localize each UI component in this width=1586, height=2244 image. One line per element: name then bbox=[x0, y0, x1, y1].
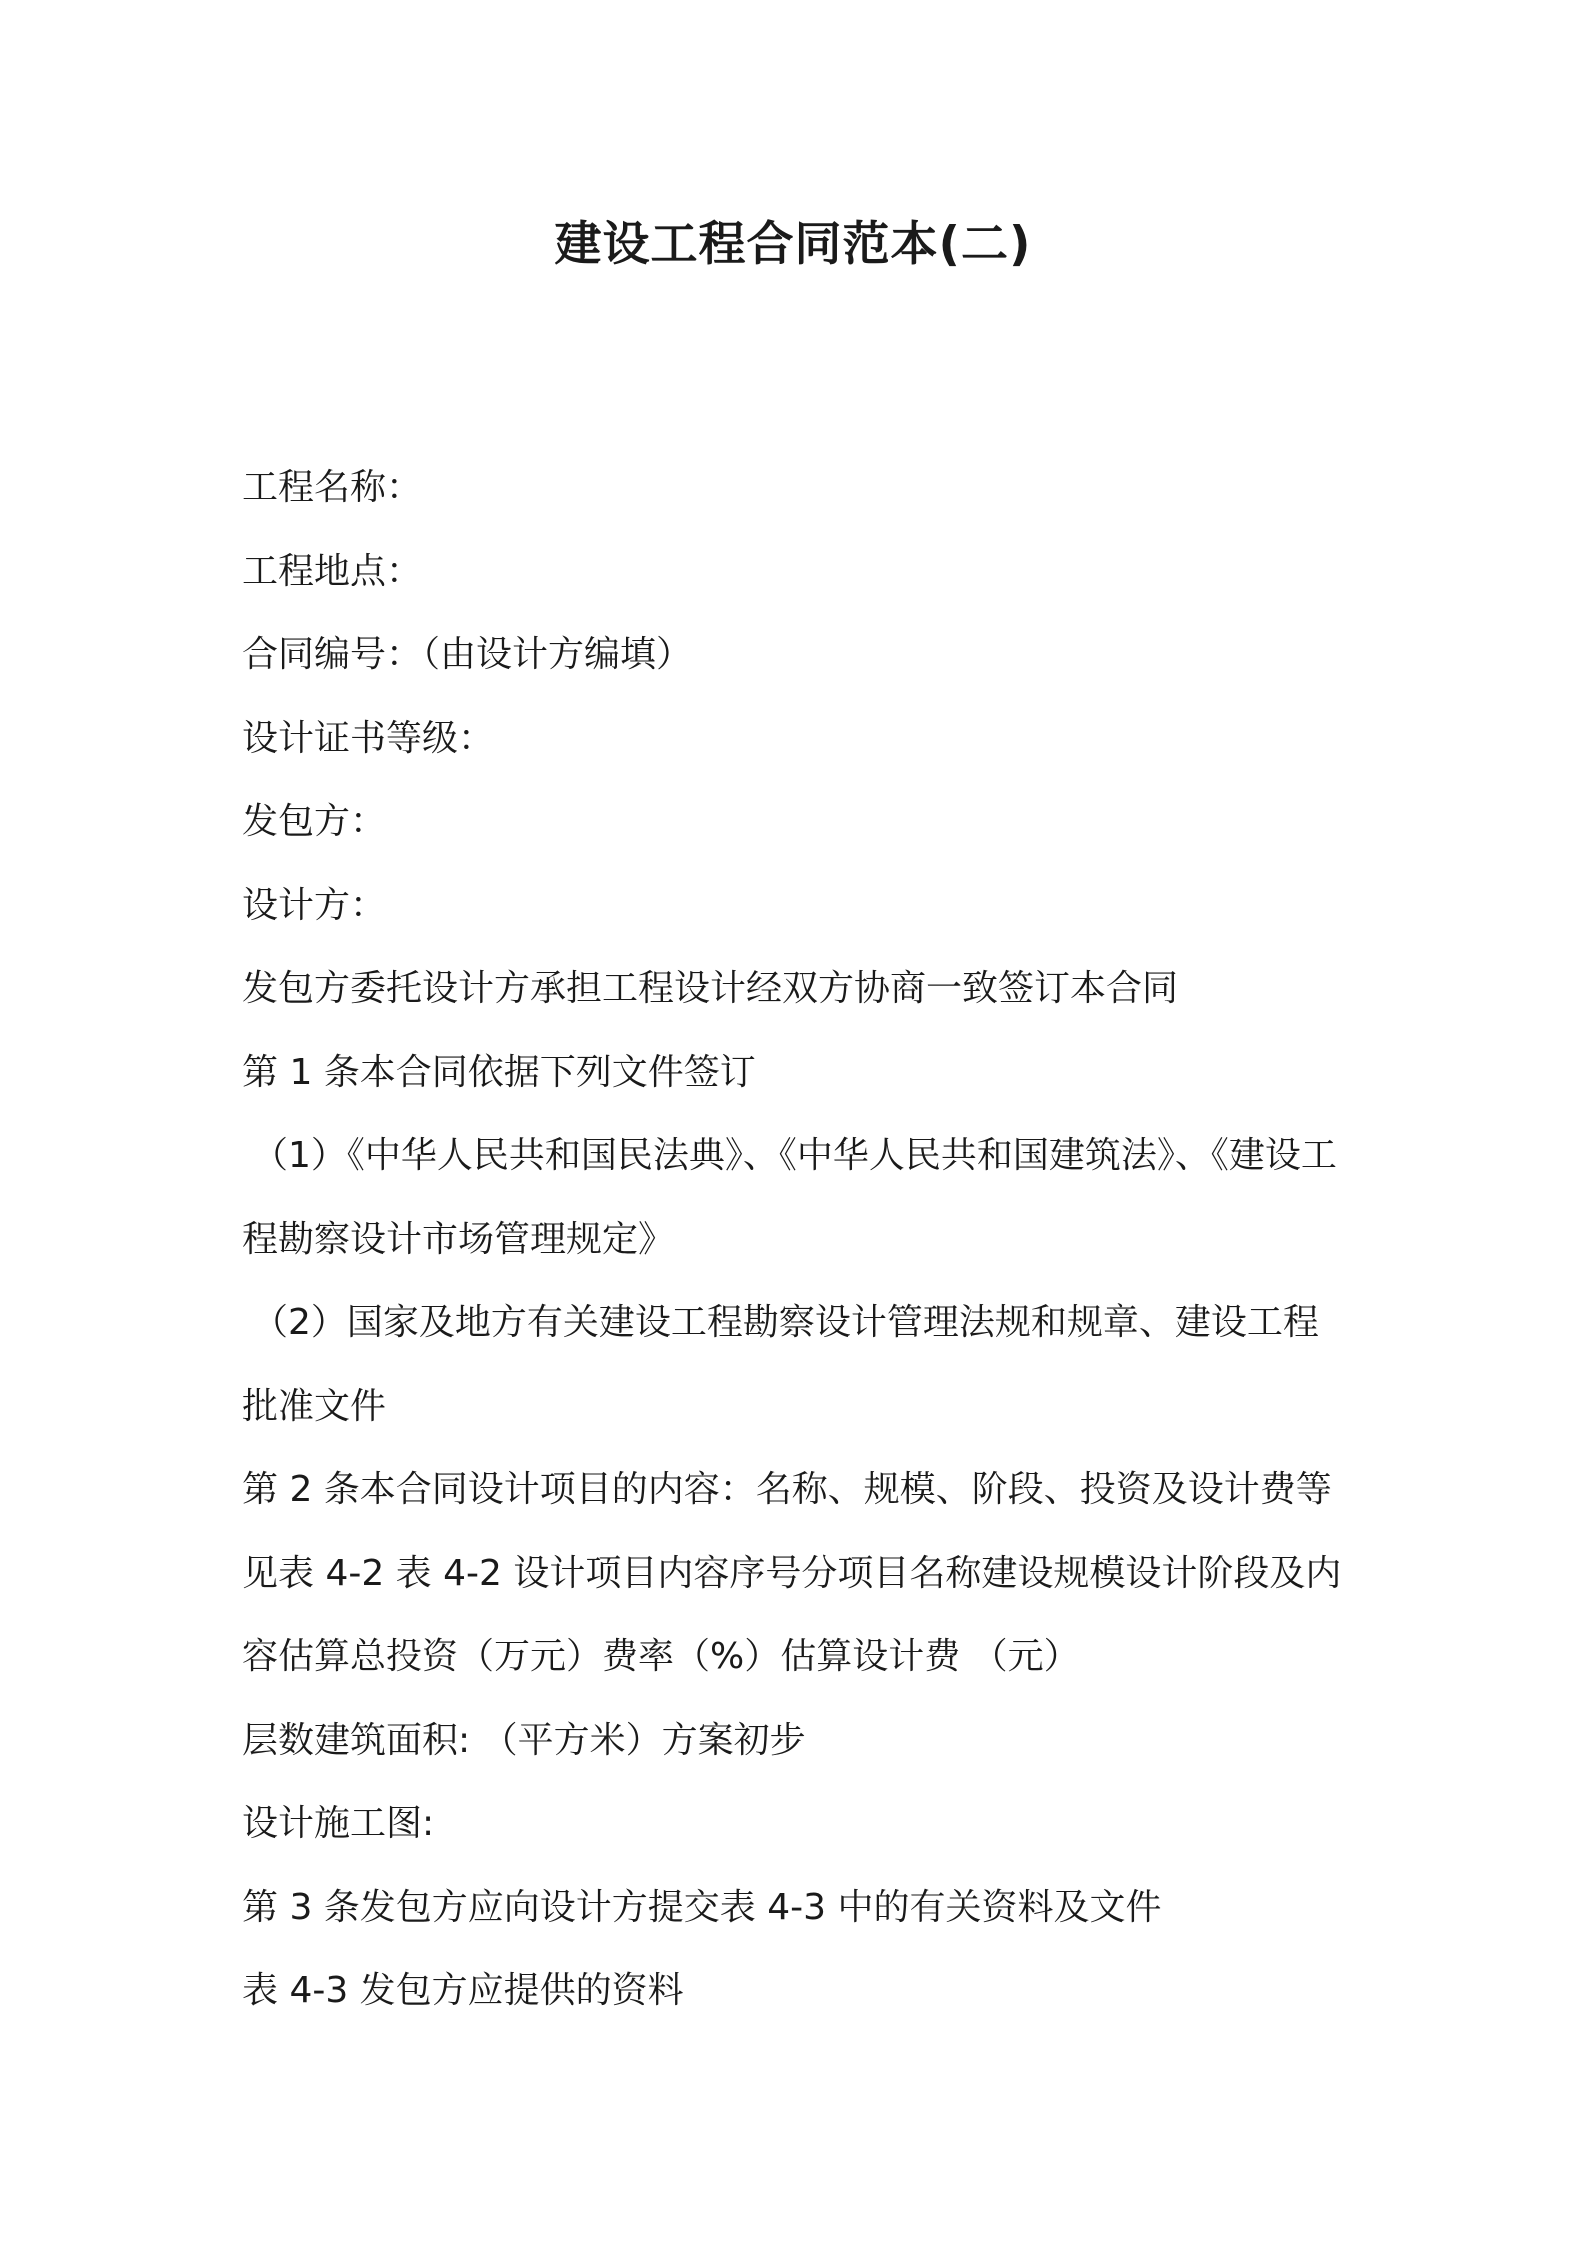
article-2-text-cont-2: 容估算总投资（万元）费率（%）估算设计费 （元） bbox=[242, 1636, 1080, 1677]
field-design-certificate-level: 设计证书等级： bbox=[242, 717, 495, 759]
field-project-name: 工程名称： bbox=[242, 467, 423, 508]
article-1-item-1-cont: 程勘察设计市场管理规定》 bbox=[242, 1218, 675, 1260]
field-contract-number: 合同编号：（由设计方编填） bbox=[242, 634, 693, 675]
field-employer: 发包方： bbox=[242, 801, 387, 842]
article-2-text-cont-3: 层数建筑面积: （平方米）方案初步 bbox=[242, 1719, 806, 1761]
field-project-location: 工程地点： bbox=[242, 550, 423, 592]
article-1-item-2-cont: 批准文件 bbox=[242, 1385, 387, 1427]
field-designer: 设计方： bbox=[242, 884, 387, 926]
contract-preamble: 发包方委托设计方承担工程设计经双方协商一致签订本合同 bbox=[242, 968, 1179, 1009]
article-2-text-cont-4: 设计施工图: bbox=[242, 1803, 435, 1844]
document-body bbox=[242, 446, 1360, 2033]
article-3-heading: 第 3 条发包方应向设计方提交表 4-3 中的有关资料及文件 bbox=[242, 1886, 1162, 1928]
article-2-text-cont-1: 见表 4-2 表 4-2 设计项目内容序号分项目名称建设规模设计阶段及内 bbox=[242, 1552, 1342, 1594]
article-2-text: 第 2 条本合同设计项目的内容：名称、规模、阶段、投资及设计费等 bbox=[242, 1469, 1332, 1510]
article-1-item-2: （2）国家及地方有关建设工程勘察设计管理法规和规章、建设工程 bbox=[252, 1302, 1319, 1343]
article-1-item-1: （1）《中华人民共和国民法典》、《中华人民共和国建筑法》、《建设工 bbox=[252, 1135, 1337, 1176]
document-title: 建设工程合同范本(二) bbox=[554, 217, 1032, 272]
table-4-3-caption: 表 4-3 发包方应提供的资料 bbox=[242, 1970, 684, 2011]
article-1-heading: 第 1 条本合同依据下列文件签订 bbox=[242, 1051, 756, 1093]
